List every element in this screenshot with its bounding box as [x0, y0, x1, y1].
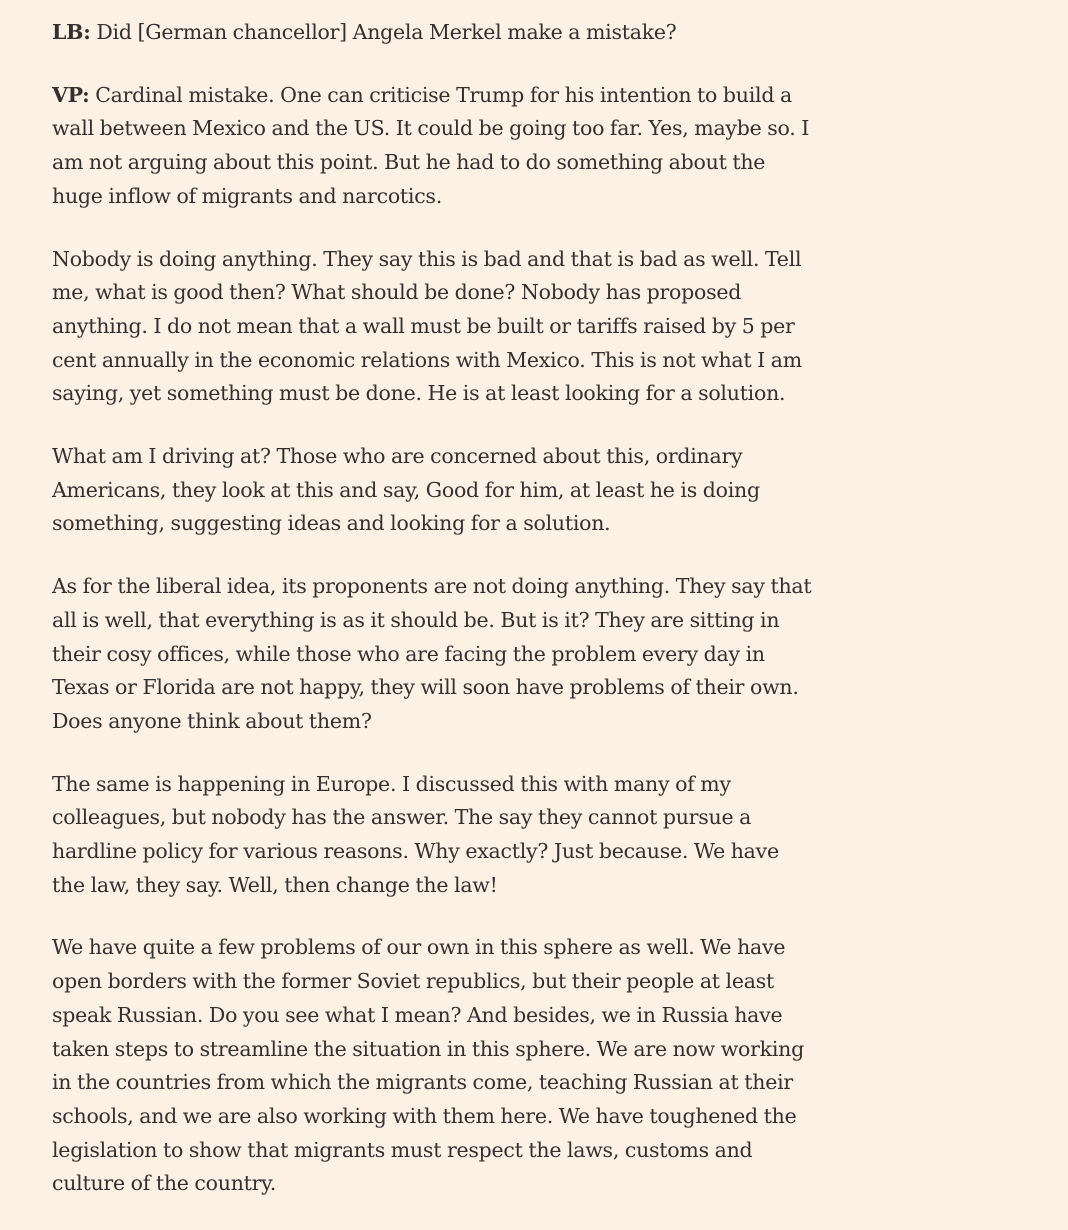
paragraph: [52, 931, 812, 1201]
paragraph-text: What am I driving at? Those who are concerned about this, ordinary Americans, they look at this and say, Good for him, at least he is doing something, suggesting ideas and looking for a solution.: [52, 444, 760, 536]
speaker-label: LB:: [52, 20, 91, 44]
paragraph-text: Cardinal mistake. One can criticise Trump for his intention to build a wall between Mexico and the US. It could be going too far. Yes, maybe so. I am not arguing about this point. But he had to do something about the huge inflow of migrants and narcotics.: [52, 82, 810, 208]
paragraph-text: As for the liberal idea, its proponents are not doing anything. They say that all is well, that everything is as it should be. But is it? They are sitting in their cosy offices, while those who are facing the problem every day in Texas or Florida are not happy, they will soon have problems of their own. Does anyone think about them?: [52, 574, 812, 733]
paragraph-text: We have quite a few problems of our own in this sphere as well. We have open borders with the former Soviet republics, but their people at least speak Russian. Do you see what I mean? And besides, we in Russia have taken steps to streamline the situation in this sphere. We are now working in the countries from which the migrants come, teaching Russian at their schools, and we are also working with them here. We have toughened the legislation to show that migrants must respect the laws, customs and culture of the country.: [52, 935, 804, 1196]
paragraph: [52, 570, 812, 739]
paragraph: [52, 768, 812, 903]
paragraph-text: The same is happening in Europe. I discussed this with many of my colleagues, but nobody has the answer. The say they cannot pursue a hardline policy for various reasons. Why exactly? Just because. We have the law, they say. Well, then change the law!: [52, 771, 779, 897]
article-body: [52, 16, 812, 1230]
paragraph-text: Nobody is doing anything. They say this is bad and that is bad as well. Tell me, what is good then? What should be done? Nobody has proposed anything. I do not mean that a wall must be built or tariffs raised by 5 per cent annually in the economic relations with Mexico. This is not what I am saying, yet something must be done. He is at least looking for a solution.: [52, 246, 802, 406]
paragraph: [52, 243, 812, 412]
paragraph: [52, 440, 812, 541]
paragraph-text: Did [German chancellor] Angela Merkel make a mistake?: [96, 20, 677, 44]
speaker-label: VP:: [52, 82, 90, 107]
paragraph-question: [52, 16, 812, 50]
paragraph-answer: [52, 79, 812, 214]
